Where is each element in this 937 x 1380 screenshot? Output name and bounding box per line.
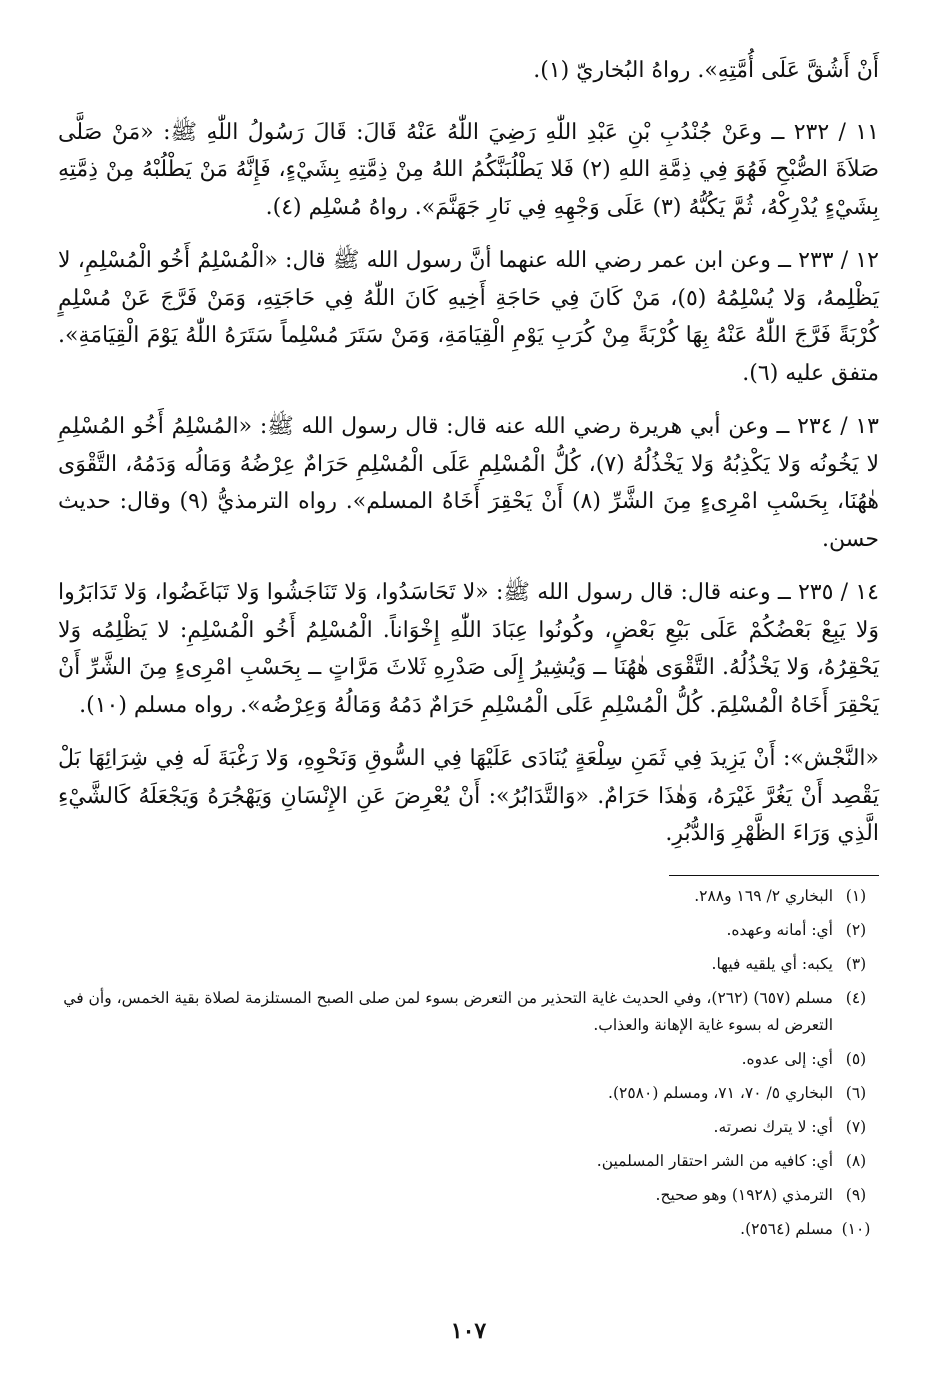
footnote-number: (٦) <box>845 1083 867 1102</box>
footnote <box>58 886 879 910</box>
hadith-paragraph: ١٢ / ٢٣٣ ــ وعن ابن عمر رضي الله عنهما أنَّ رسول الله ﷺ قال: «الْمُسْلِمُ أَخُو الْمُسْلِمِ، لا يَظْلِمهُ، وَلا يُسْلِمُهُ (٥)، مَنْ كَانَ فِي حَاجَةِ أَخِيهِ كَانَ اللّٰهُ فِي حَاجَتِهِ، وَمَنْ فَرَّجَ عَنْ مُسْلِمٍ كُرْبَةً فَرَّجَ اللّٰهُ عَنْهُ بِهَا كُرْبَةً مِنْ كُرَبِ يَوْمِ الْقِيَامَةِ، وَمَنْ سَتَرَ مُسْلِماً سَتَرَهُ اللّٰهُ يَوْمَ الْقِيَامَةِ». متفق عليه (٦). <box>58 248 879 386</box>
footnote-number: (٧) <box>845 1117 867 1136</box>
footnote <box>58 1117 879 1141</box>
footnote-text: الترمذي (١٩٢٨) وهو صحيح. <box>655 1185 833 1204</box>
footnote-number: (١) <box>845 886 867 905</box>
footnote <box>58 954 879 978</box>
text-paragraph: أَنْ أَشُقَّ عَلَى أُمَّتِهِ». رواهُ البُخاريّ (١). <box>533 58 879 83</box>
footnotes <box>58 886 879 1243</box>
footnote <box>58 1185 879 1209</box>
footnote-text: أي: إلى عدوه. <box>741 1049 833 1068</box>
glossary-paragraph: «النَّجْش»: أَنْ يَزِيدَ فِي ثَمَنِ سِلْعَةٍ يُنَادَى عَلَيْهَا فِي السُّوقِ وَنَحْوِهِ، وَلا رَغْبَةَ لَه فِي شِرَائِهَا بَلْ يَقْصِد أَنْ يَغُرَّ غَيْرَهُ، وَهٰذَا حَرَامٌ. «وَالتَّدَابُرُ»: أَنْ يُعْرِضَ عَنِ الإِنْسَانِ وَيَهْجُرَهُ وَيَجْعَلَهُ كَالشَّيْءِ الَّذِي وَرَاءَ الظَّهْرِ وَالدُّبُرِ. <box>58 746 879 846</box>
footnote-number: (٢) <box>845 920 867 939</box>
footnote-text: أي: أمانه وعهده. <box>726 920 833 939</box>
footnote-text: مسلم (٢٥٦٤). <box>740 1219 833 1238</box>
footnote-text: مسلم (٦٥٧) (٢٦٢)، وفي الحديث غاية التحذير من التعرض بسوء لمن صلى الصبح المستلزمة لصلاة بقية الخمس، وأن في التعرض له بسوء غاية الإهانة والعذاب. <box>63 988 833 1034</box>
hadith-paragraph: ١١ / ٢٣٢ ــ وعَنْ جُنْدُبِ بْنِ عَبْدِ اللّٰهِ رَضِيَ اللّٰهُ عَنْهُ قَالَ: قَالَ رَسُولُ اللّٰهِ ﷺ: «مَنْ صَلَّى صَلاَةَ الصُّبْحِ فَهُوَ فِي ذِمَّةِ اللهِ (٢) فَلا يَطْلُبَنَّكُمُ اللهُ مِنْ ذِمَّتِهِ بِشَيْءٍ، فَإِنَّهُ مَنْ يَطْلُبْهُ مِنْ ذِمَّتِهِ بِشَيْءٍ يُدْرِكْهُ، ثُمَّ يَكُبُّهُ (٣) عَلَى وَجْهِهِ فِي نَارِ جَهَنَّمَ». رواهُ مُسْلِم (٤). <box>58 119 879 220</box>
page-number: ١٠٧ <box>450 1318 487 1344</box>
footnote-text: أي: لا يترك نصرته. <box>713 1117 833 1136</box>
footnote <box>58 920 879 944</box>
footnote-text: أي: كافيه من الشر احتقار المسلمين. <box>596 1151 833 1170</box>
footnote-number: (٩) <box>845 1185 867 1204</box>
footnote-divider <box>669 875 879 876</box>
footnote <box>58 1219 879 1243</box>
footnote <box>58 988 879 1039</box>
footnote-text: البخاري ٢/ ١٦٩ و٢٨٨. <box>694 886 833 905</box>
hadith-paragraph: ١٤ / ٢٣٥ ــ وعنه قال: قال رسول الله ﷺ: «لا تَحَاسَدُوا، وَلا تَنَاجَشُوا وَلا تَبَاغَضُوا، وَلا تَدَابَرُوا وَلا يَبِعْ بَعْضُكُمْ عَلَى بَيْعِ بَعْضٍ، وكُونُوا عِبَادَ اللّٰهِ إِخْوَاناً. الْمُسْلِمُ أَخُو الْمُسْلِمِ: لا يَظْلِمُه وَلا يَحْقِرُهُ، وَلا يَخْذُلُهُ. التَّقْوَى هٰهُنَا ــ وَيُشِيرُ إِلَى صَدْرِهِ ثَلاثَ مَرَّاتٍ ــ بِحَسْبِ امْرِىءٍ مِنَ الشَّرِّ أَنْ يَحْقِرَ أَخَاهُ الْمُسْلِمَ. كُلُّ الْمُسْلِمِ عَلَى الْمُسْلِمِ حَرَامٌ دَمُهُ وَمَالُهُ وَعِرْضُه». رواه مسلم (١٠). <box>58 580 879 718</box>
footnote-number: (٣) <box>845 954 867 973</box>
footnote-number: (٤) <box>845 988 867 1007</box>
footnote-number: (٥) <box>845 1049 867 1068</box>
footnote <box>58 1049 879 1073</box>
footnote-text: يكبه: أي يلقيه فيها. <box>711 954 833 973</box>
footnote <box>58 1083 879 1107</box>
hadith-paragraph: ١٣ / ٢٣٤ ــ وعن أبي هريرة رضي الله عنه قال: قال رسول الله ﷺ: «المُسْلِمُ أَخُو المُسْلِمِ لا يَخُونُه وَلا يَكْذِبُهُ وَلا يَخْذُلُهُ (٧)، كُلُّ الْمُسْلِمِ عَلَى الْمُسْلِمِ حَرَامٌ عِرْضُهُ وَمَالُه وَدَمُهُ، التَّقْوَى هٰهُنَا، بِحَسْبِ امْرِىءٍ مِنَ الشَّرِّ (٨) أَنْ يَحْقِرَ أَخَاهُ المسلم». رواه الترمذيُّ (٩) وقال: حديث حسن. <box>58 414 880 552</box>
footnote-text: البخاري ٥/ ٧٠، ٧١، ومسلم (٢٥٨٠). <box>608 1083 833 1102</box>
footnote-number: (١٠) <box>841 1219 871 1238</box>
footnote-number: (٨) <box>845 1151 867 1170</box>
footnote <box>58 1151 879 1175</box>
